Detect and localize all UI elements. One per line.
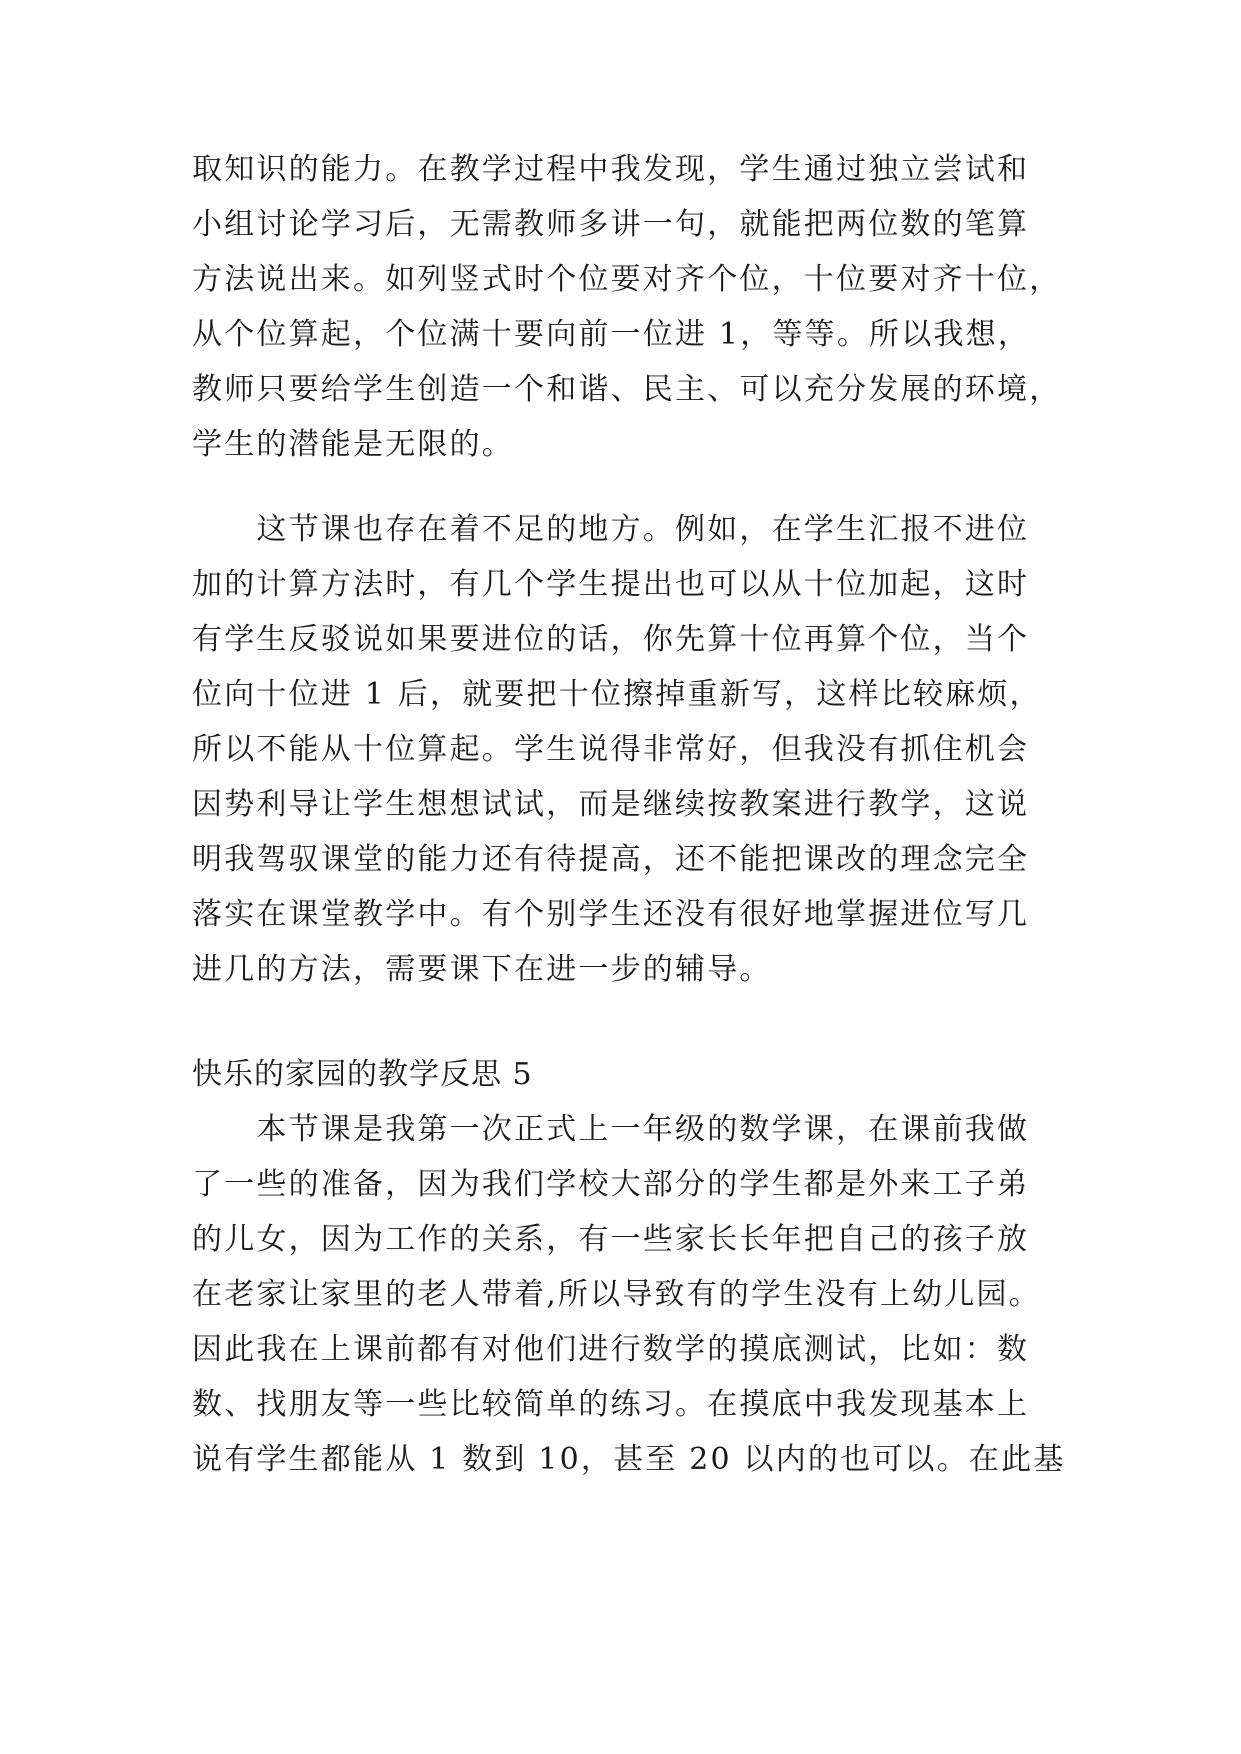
text-line: 加的计算方法时，有几个学生提出也可以从十位加起，这时	[192, 567, 1030, 602]
text-line: 说有学生都能从 1 数到 10，甚至 20 以内的也可以。在此基	[192, 1442, 1066, 1477]
text-line: 因势利导让学生想想试试，而是继续按教案进行教学，这说	[192, 787, 1030, 822]
section-heading: 快乐的家园的教学反思 5	[192, 1057, 533, 1092]
text-line: 进几的方法，需要课下在进一步的辅导。	[192, 952, 772, 987]
text-line: 本节课是我第一次正式上一年级的数学课，在课前我做	[192, 1112, 1030, 1147]
text-line: 了一些的准备，因为我们学校大部分的学生都是外来工子弟	[192, 1167, 1030, 1202]
text-line: 数、找朋友等一些比较简单的练习。在摸底中我发现基本上	[192, 1387, 1030, 1422]
text-line: 方法说出来。如列竖式时个位要对齐个位，十位要对齐十位，	[192, 262, 1062, 297]
text-line: 这节课也存在着不足的地方。例如，在学生汇报不进位	[192, 512, 1030, 547]
text-line: 小组讨论学习后，无需教师多讲一句，就能把两位数的笔算	[192, 207, 1030, 242]
text-line: 从个位算起，个位满十要向前一位进 1，等等。所以我想，	[192, 317, 1031, 352]
text-line: 取知识的能力。在教学过程中我发现，学生通过独立尝试和	[192, 152, 1030, 187]
text-line: 所以不能从十位算起。学生说得非常好，但我没有抓住机会	[192, 732, 1030, 767]
text-line: 在老家让家里的老人带着,所以导致有的学生没有上幼儿园。	[192, 1277, 1041, 1312]
text-line: 落实在课堂教学中。有个别学生还没有很好地掌握进位写几	[192, 897, 1030, 932]
text-line: 的儿女，因为工作的关系，有一些家长长年把自己的孩子放	[192, 1222, 1030, 1257]
text-line: 有学生反驳说如果要进位的话，你先算十位再算个位，当个	[192, 622, 1030, 657]
text-line: 因此我在上课前都有对他们进行数学的摸底测试，比如：数	[192, 1332, 1030, 1367]
text-line: 教师只要给学生创造一个和谐、民主、可以充分发展的环境，	[192, 372, 1062, 407]
text-line: 位向十位进 1 后，就要把十位擦掉重新写，这样比较麻烦，	[192, 677, 1042, 712]
text-line: 明我驾驭课堂的能力还有待提高，还不能把课改的理念完全	[192, 842, 1030, 877]
text-line: 学生的潜能是无限的。	[192, 427, 514, 462]
